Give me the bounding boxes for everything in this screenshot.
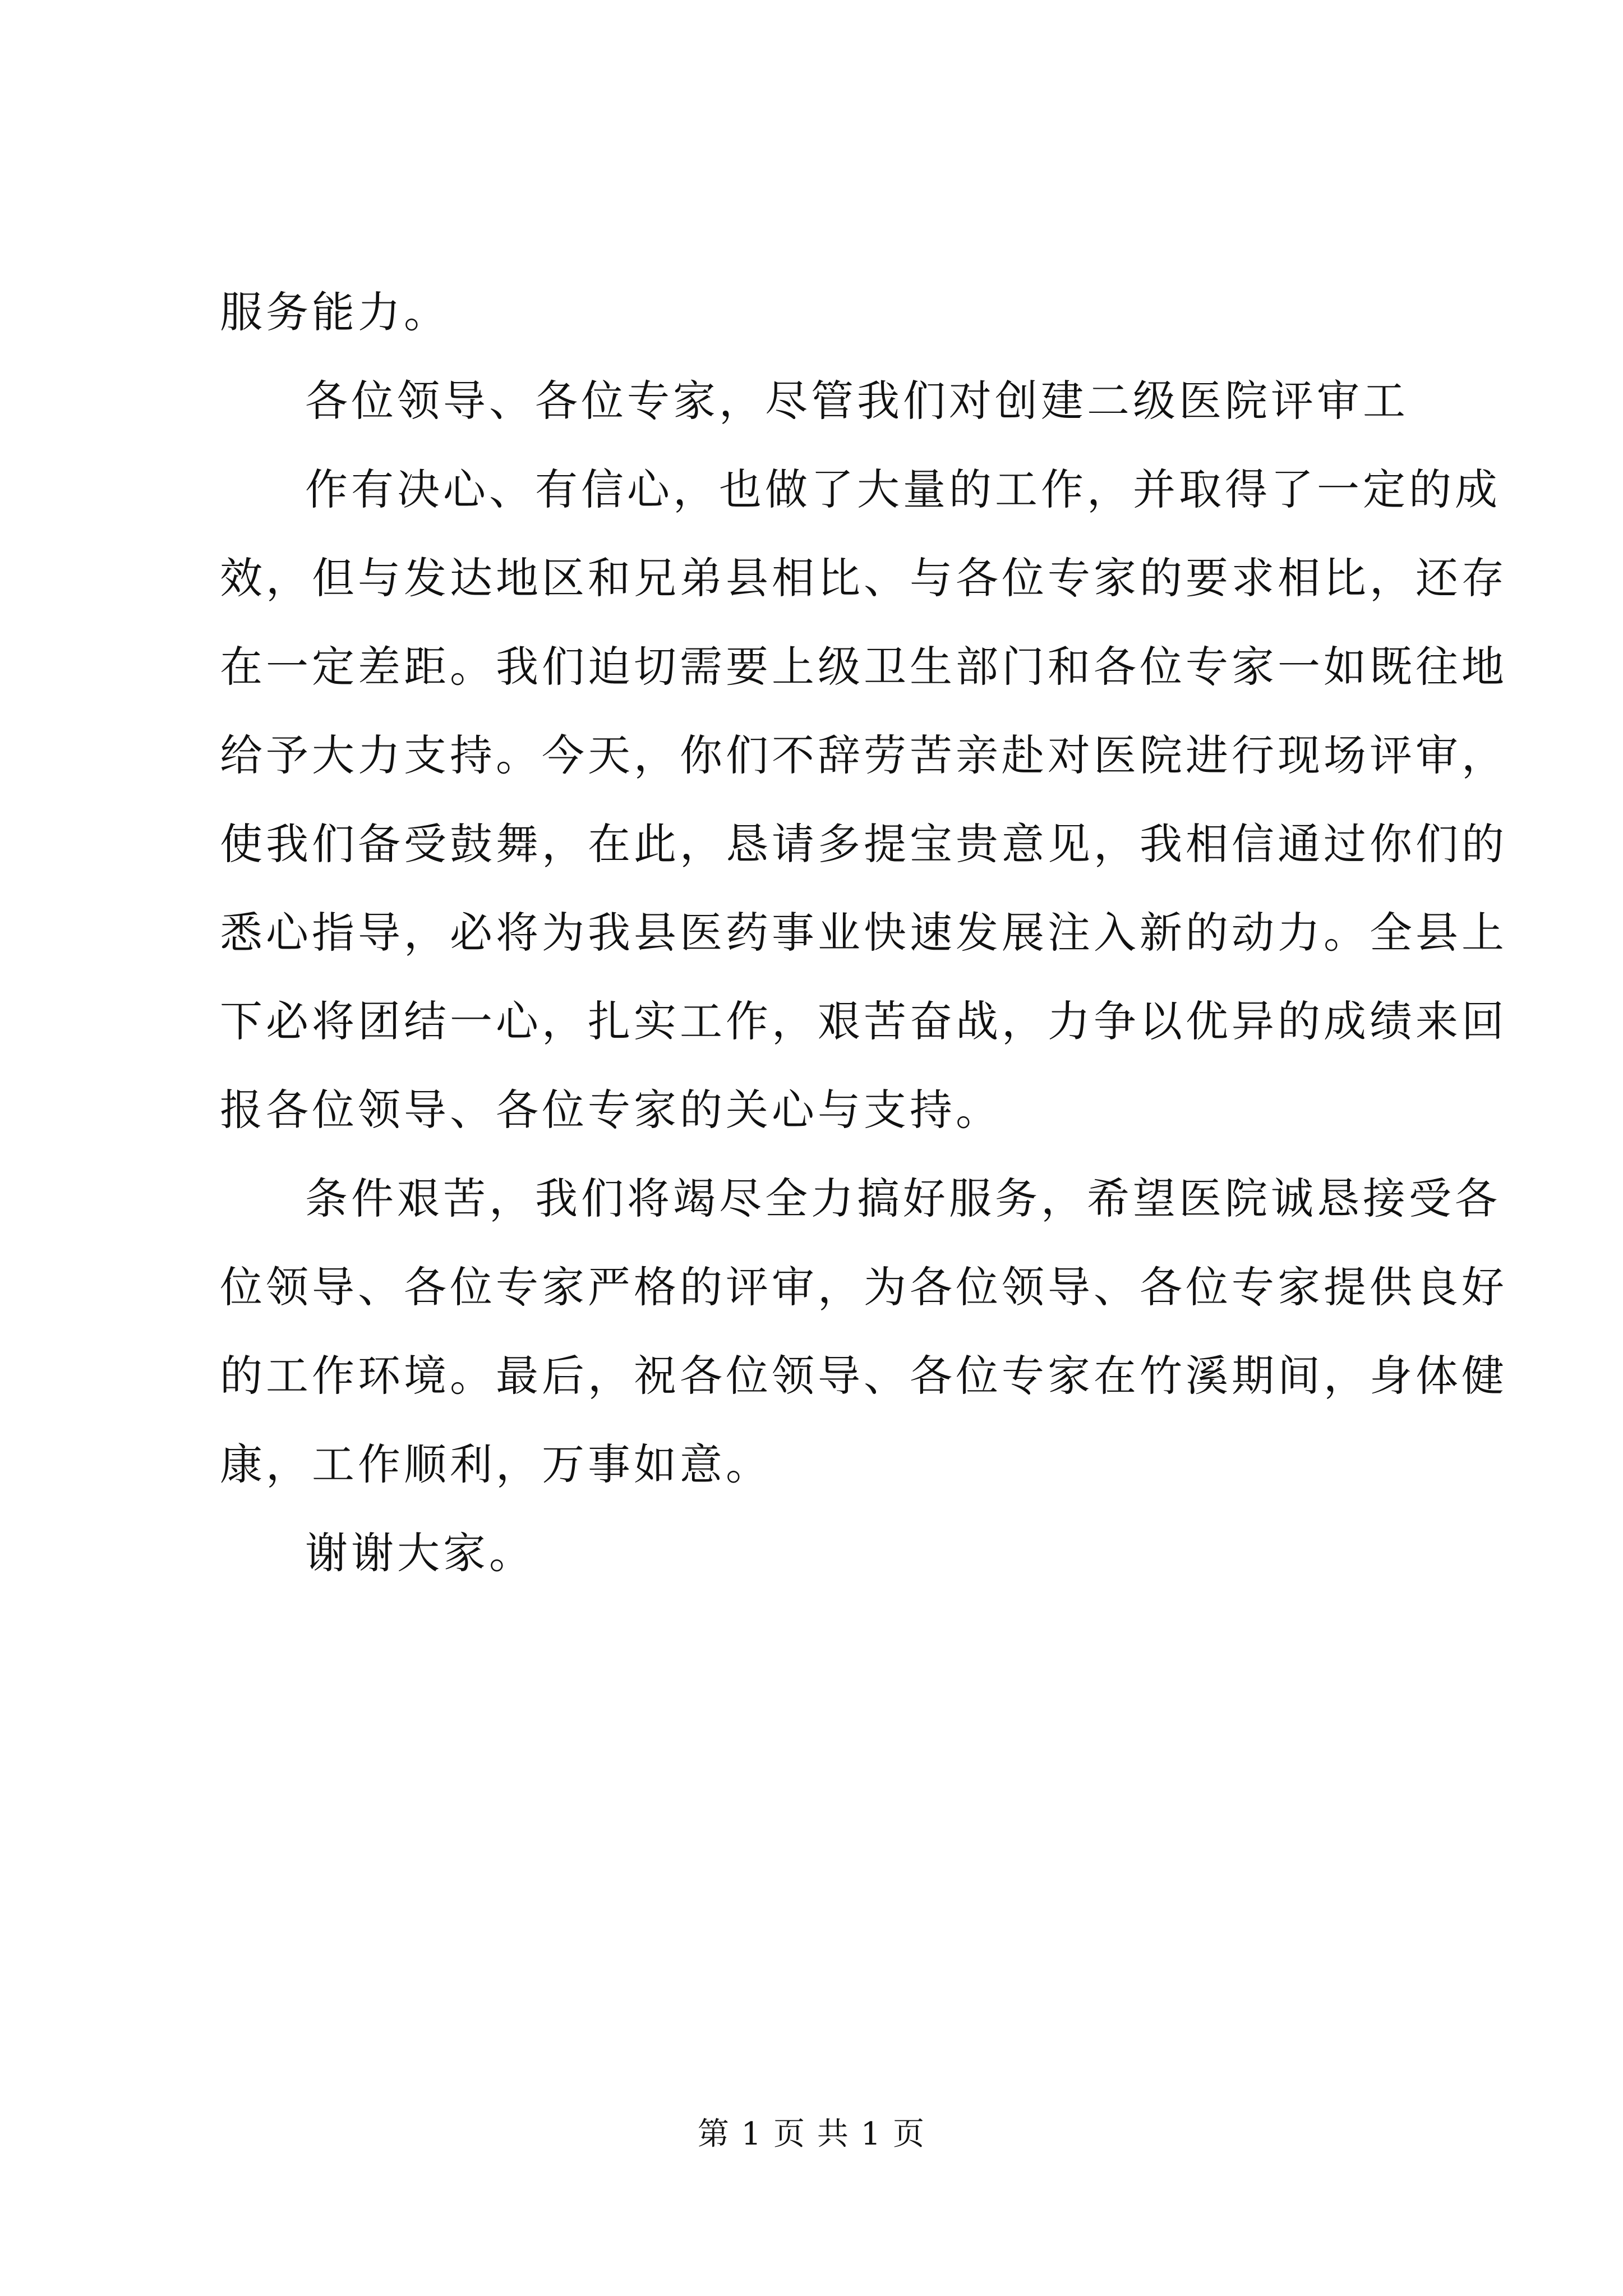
text-line: 康，工作顺利，万事如意。 [220,1439,772,1489]
text-line: 作有决心、有信心，也做了大量的工作，并取得了一定的成 [305,464,1501,514]
text-line: 下必将团结一心，扎实工作，艰苦奋战，力争以优异的成绩来回 [220,996,1507,1046]
text-line: 各位领导、各位专家，尽管我们对创建二级医院评审工 [305,376,1409,426]
document-body [220,268,1507,1598]
text-line: 悉心指导，必将为我县医药事业快速发展注入新的动力。全县上 [220,908,1507,958]
text-line: 在一定差距。我们迫切需要上级卫生部门和各位专家一如既往地 [220,642,1507,692]
text-line: 位领导、各位专家严格的评审，为各位领导、各位专家提供良好 [220,1262,1507,1312]
text-line: 条件艰苦，我们将竭尽全力搞好服务，希望医院诚恳接受各 [305,1174,1501,1223]
text-line: 谢谢大家。 [305,1528,535,1578]
text-line: 使我们备受鼓舞，在此，恳请多提宝贵意见，我相信通过你们的 [220,819,1507,869]
text-line: 给予大力支持。今天，你们不辞劳苦亲赴对医院进行现场评审， [220,730,1507,780]
page-footer: 第 1 页 共 1 页 [697,2116,926,2152]
text-line: 效，但与发达地区和兄弟县相比、与各位专家的要求相比，还存 [220,553,1507,603]
text-line: 报各位领导、各位专家的关心与支持。 [220,1085,1002,1135]
text-line: 的工作环境。最后，祝各位领导、各位专家在竹溪期间，身体健 [220,1351,1507,1401]
text-line: 服务能力。 [220,287,450,337]
